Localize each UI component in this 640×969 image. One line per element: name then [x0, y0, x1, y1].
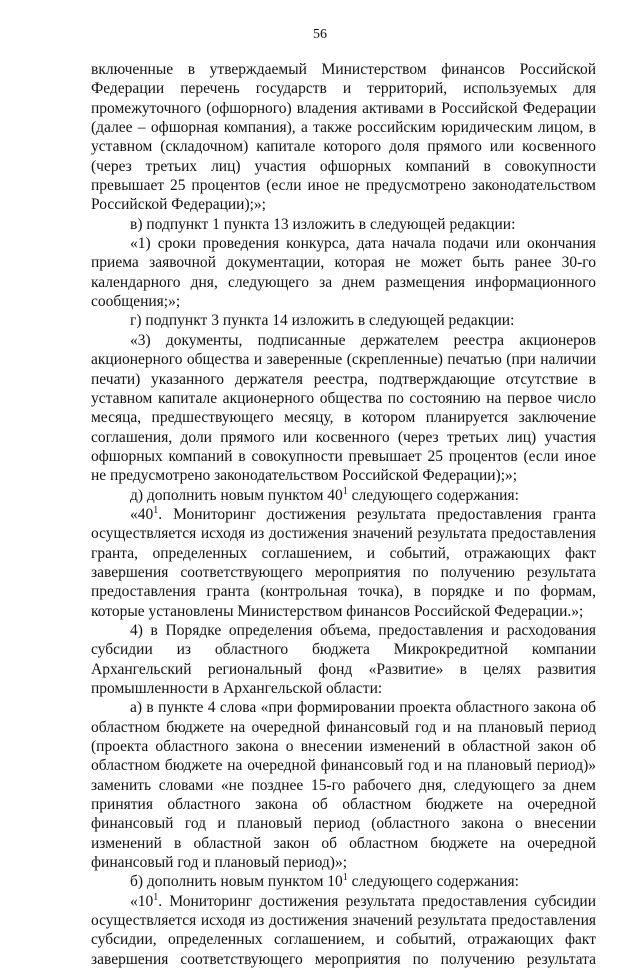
paragraph: г) подпункт 3 пункта 14 изложить в следующей редакции: [130, 312, 515, 330]
superscript: 1 [342, 872, 348, 884]
page-number: 56 [313, 27, 327, 42]
paragraph: 4) в Порядке определения объема, предоставления и расходования субсидии из областного бюджета Микрокредитной компании Архангельский региональный фонд «Развитие» в целях развития промышленности в Архангельской области: [91, 621, 596, 697]
superscript: 1 [342, 485, 348, 497]
paragraph: включенные в утверждаемый Министерством финансов Российской Федерации перечень государств и территорий, используемых для промежуточного (офшорного) владения активами в Российской Федерации (далее – офшорная компания), а также российским юридическим лицом, в уставном (складочном) капитале которого доля прямого или косвенного (через третьих лиц) участия офшорных компаний в совокупности превышает 25 процентов (если иное не предусмотрено законодательством Российской Федерации);»; [91, 61, 596, 214]
paragraph: «1) сроки проведения конкурса, дата начала подачи или окончания приема заявочной документации, которая не может быть ранее 30-го календарного дня, следующего за днем размещения информационного сообщения;»; [91, 235, 596, 311]
paragraph: д) дополнить новым пунктом $40^1$ следующего содержания: [130, 485, 519, 504]
paragraph: «3) документы, подписанные держателем реестра акционеров акционерного общества и заверенные (скрепленные) печатью (при наличии печати) указанного держателя реестра, подтверждающие отсутствие в уставном капитале акционерного общества по состоянию на первое число месяца, предшествующего месяцу, в котором планируется заключение соглашения, доли прямого или косвенного (через третьих лиц) участия офшорных компаний в совокупности превышает 25 процентов (если иное не предусмотрено законодательством Российской Федерации);»; [91, 331, 596, 485]
paragraph: а) в пункте 4 слова «при формировании проекта областного закона об областном бюджете на очередной финансовый год и на плановый период (проекта областного закона о внесении изменений в областной закон об областном бюджете на очередной финансовый год и на плановый период)» заменить словами «не позднее 15-го рабочего дня, следующего за днем принятия областного закона об областном бюджете на очередной финансовый год и плановый период (областного закона о внесении изменений в областной закон об областном бюджете на очередной финансовый год и плановый период)»; [91, 699, 596, 872]
paragraph: в) подпункт 1 пункта 13 изложить в следующей редакции: [130, 215, 516, 233]
paragraph: б) дополнить новым пунктом $10^1$ следующего содержания: [130, 872, 519, 891]
superscript: 1 [153, 891, 159, 903]
superscript: 1 [153, 504, 159, 516]
document-body [91, 60, 596, 969]
paragraph: «$40^1$. Мониторинг достижения результата предоставления гранта осуществляется исходя из достижения значений результата предоставления гранта, определенных соглашением, и событий, отражающих факт завершения соответствующего мероприятия по получению результата предоставления гранта (контрольная точка), в порядке и по формам, которые установлены Министерством финансов Российской Федерации.»; [91, 504, 596, 620]
paragraph-last: «$10^1$. Мониторинг достижения результата предоставления субсидии осуществляется исходя из достижения значений результата предоставления субсидии, определенных соглашением, и событий, отражающих факт завершения соответствующего мероприятия по получению результата [91, 891, 596, 968]
